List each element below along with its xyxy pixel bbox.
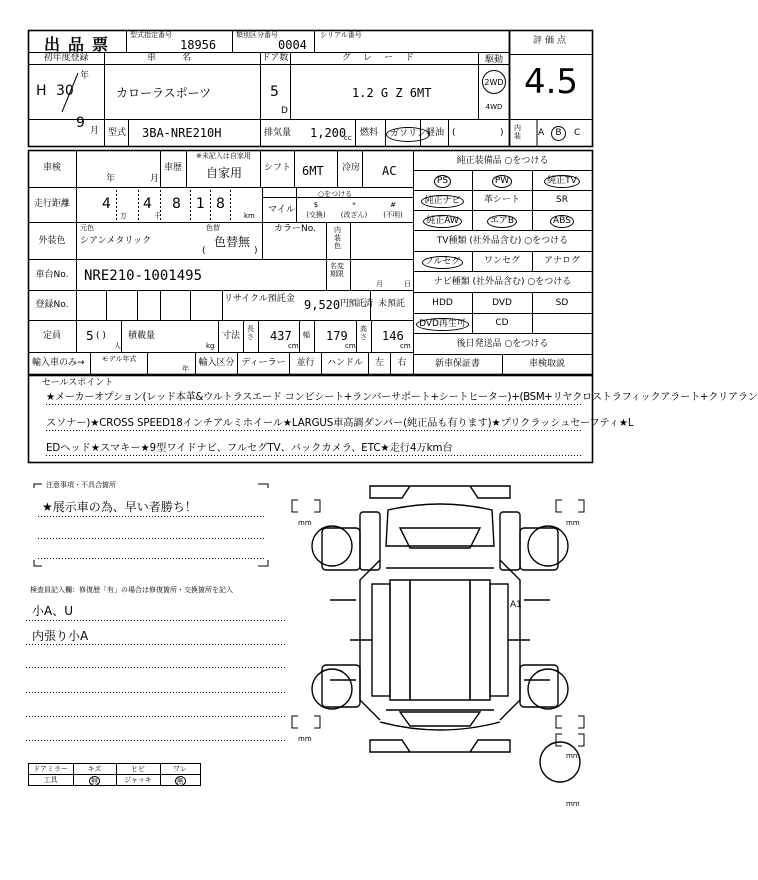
import-parallel: 並行 — [296, 358, 315, 368]
inspector-label: 検査員記入欄：修復歴「有」の場合は修復箇所・交換箇所を記入 — [30, 586, 233, 594]
color-label: 外装色 — [38, 236, 66, 246]
chassis-value: NRE210-1001495 — [84, 268, 203, 284]
color-orig-label: 元色 — [80, 224, 94, 232]
equip-airbag — [472, 215, 532, 228]
drive-2wd-circled — [482, 70, 506, 94]
ac-label: 冷房 — [342, 163, 361, 173]
shift-value: 6MT — [302, 164, 324, 178]
navi-dvd-play-label: DVD再生可 — [416, 318, 469, 331]
chassis-label: 車台No. — [35, 270, 69, 280]
legend-break: ワレ — [173, 765, 187, 773]
sales-point-label: セールスポイント — [42, 378, 114, 388]
sales-line-1: ★メーカーオプション(レッド本革&ウルトラスエード コンビシート+ランバーサポート+シートヒーター)+(BSM+リヤクロストラフィックアラート+クリアラン — [46, 392, 758, 403]
car-name-value: カローラスポーツ — [116, 86, 212, 100]
history-note: ※未記入は自家用 — [196, 152, 251, 160]
tv-type-header: TV種類 (社外品含む) ○をつける — [436, 236, 569, 246]
history-value: 自家用 — [206, 166, 243, 180]
legend-tools-value-label: 無 — [91, 777, 98, 785]
score-label: 評価点 — [532, 36, 569, 46]
notes-line-1: ★展示車の為、早い者勝ち！ — [42, 500, 197, 514]
tire-mm-spare: mm — [566, 800, 580, 808]
inspector-line-1: 小A、U — [32, 604, 73, 618]
recycle-value: 9,520 — [304, 298, 341, 312]
mileage-digit-4: 1 — [196, 196, 205, 212]
equip-pw-label: PW — [492, 175, 512, 188]
fuel-value: ガソリン — [386, 127, 430, 142]
type-code-label: 型式指定番号 — [130, 31, 172, 39]
equip-tv-label: 純正TV — [544, 175, 580, 188]
color-orig-value: シアンメタリック — [80, 236, 152, 246]
mile-unknown-sub: (不明) — [383, 211, 403, 219]
interior-c: C — [574, 128, 581, 138]
mileage-label: 走行距離 — [33, 199, 70, 209]
expiry-label: 名変期限 — [330, 262, 344, 278]
mileage-digit-1: 4 — [102, 196, 111, 212]
fuel-label: 燃料 — [360, 128, 379, 138]
equip-tv — [532, 175, 592, 188]
equip-sr: SR — [556, 195, 568, 205]
tv-oneseg: ワンセグ — [483, 256, 520, 266]
navi-dvd-play — [413, 318, 472, 331]
legend-jack-value-label: 無 — [176, 777, 184, 785]
equip-aw-label: 純正AW — [423, 215, 462, 228]
docs-header: 後日発送品 ○をつける — [456, 339, 549, 349]
width-value: 179 — [326, 329, 348, 343]
fuel-other-close: ) — [500, 128, 504, 138]
mileage-digit-2: 4 — [143, 196, 152, 212]
shaken-year-unit: 年 — [106, 174, 116, 184]
tv-fullseg — [413, 256, 472, 269]
mile-exchange: $ — [313, 201, 319, 209]
dimensions-label: 寸法 — [222, 331, 241, 341]
capacity-value: 5 — [86, 329, 94, 343]
height-label: 高さ — [360, 325, 367, 341]
tv-fullseg-label: フルセグ — [422, 256, 464, 269]
equip-navi-label: 純正ナビ — [421, 195, 463, 208]
navi-sd: SD — [555, 298, 569, 308]
month-unit: 月 — [90, 126, 100, 136]
recycle-pending: 未預託 — [378, 299, 406, 309]
length-value: 437 — [270, 329, 292, 343]
tire-mm-rl: mm — [298, 735, 312, 743]
drive-label: 駆動 — [484, 55, 503, 65]
import-type-label: 輸入区分 — [198, 358, 235, 368]
tire-mm-fr: mm — [566, 519, 580, 527]
handle-label: ハンドル — [326, 358, 363, 368]
handle-left: 左 — [374, 358, 384, 368]
interior-b: B — [551, 126, 566, 141]
doors-value: 5 — [270, 84, 279, 100]
load-label: 積載量 — [128, 331, 156, 341]
doc-warranty: 新車保証書 — [434, 359, 480, 369]
inspector-line-2: 内張り小A — [32, 629, 89, 643]
interior-color-label: 内装色 — [334, 226, 341, 250]
navi-hdd: HDD — [432, 298, 453, 308]
navi-dvd: DVD — [492, 298, 512, 308]
equip-ps — [413, 175, 472, 188]
handle-right: 右 — [397, 358, 407, 368]
color-change-label: 色替 — [206, 224, 220, 232]
length-unit: cm — [288, 342, 299, 350]
capacity-paren: ( ) — [96, 331, 106, 341]
mile-unknown: # — [390, 201, 396, 209]
import-dealer: ディーラー — [241, 358, 286, 368]
expiry-day: 日 — [404, 280, 411, 288]
drive-2wd: 2WD — [482, 70, 506, 94]
serial-label: シリアル番号 — [320, 31, 362, 39]
class-code-value: 0004 — [278, 38, 307, 52]
class-code-label: 類別区分番号 — [236, 31, 278, 39]
color-paren-open: ( — [202, 246, 206, 256]
tv-analog: アナログ — [543, 256, 580, 266]
door-type: D — [281, 106, 288, 116]
mileage-unit-km: km — [244, 212, 255, 220]
mile-exchange-sub: (交換) — [306, 211, 326, 219]
history-label: 車歴 — [163, 163, 182, 173]
legend-scratch: キズ — [87, 765, 102, 773]
mileage-digit-3: 8 — [172, 196, 181, 212]
ac-value: AC — [382, 164, 397, 178]
car-damage-diagram — [322, 486, 558, 752]
equip-abs — [532, 215, 592, 228]
displacement-label: 排気量 — [264, 128, 292, 138]
navi-type-header: ナビ種類 (社外品含む) ○をつける — [433, 277, 572, 287]
import-label: 輸入車のみ→ — [32, 358, 85, 368]
mileage-digit-5: 8 — [216, 196, 225, 212]
form-title: 出品票 — [44, 35, 117, 54]
mileage-unit-sen: 千 — [154, 212, 161, 220]
model-year-unit: 年 — [182, 365, 189, 373]
load-unit: kg — [206, 342, 215, 350]
shaken-month-unit: 月 — [150, 174, 160, 184]
sales-line-3: EDヘッド★スマキー★9型ワイドナビ、フルセグTV、バックカメラ、ETC★走行4万km台 — [46, 443, 453, 454]
year-value: 30 — [56, 83, 74, 99]
model-year-label: モデル年式 — [101, 355, 137, 363]
color-change-value: 色替無 — [214, 235, 251, 249]
model-label: 型式 — [108, 128, 127, 138]
tire-mm-rr: mm — [566, 752, 580, 760]
length-label: 長さ — [247, 325, 254, 341]
navi-cd: CD — [495, 318, 509, 328]
equip-airbag-label: エアB — [487, 215, 517, 228]
shift-label: シフト — [264, 163, 292, 173]
era-value: H — [36, 83, 47, 99]
legend-jack-value — [160, 776, 200, 786]
car-name-label: 車名 — [146, 53, 217, 63]
equip-navi — [413, 195, 472, 208]
capacity-unit: 人 — [114, 342, 121, 350]
year-unit: 年 — [80, 71, 90, 81]
color-no-label: カラーNo. — [274, 224, 316, 234]
mile-label: マイル — [268, 205, 295, 215]
legend-mirror: ドアミラー — [33, 765, 68, 773]
fuel-light-oil: 軽油 — [426, 128, 445, 138]
grade-value: 1.2 G Z 6MT — [352, 86, 432, 100]
legend-tools-value — [73, 776, 116, 786]
equip-aw — [413, 215, 472, 228]
score-value: 4.5 — [523, 62, 579, 102]
recycle-label: リサイクル預託金 — [224, 294, 295, 304]
legend-crack: ヒビ — [131, 765, 145, 773]
equip-leather: 革シート — [483, 195, 520, 205]
shaken-label: 車検 — [42, 163, 61, 173]
notes-label: 注意事項・不具合箇所 — [46, 481, 116, 489]
height-value: 146 — [382, 329, 404, 343]
expiry-month: 月 — [376, 280, 383, 288]
width-label: 幅 — [303, 331, 310, 339]
model-value: 3BA-NRE210H — [142, 126, 222, 140]
registration-label: 登録No. — [35, 300, 69, 310]
damage-mark-a1: A1 — [510, 600, 522, 610]
equip-pw — [472, 175, 532, 188]
tire-mm-fl: mm — [298, 519, 312, 527]
doors-label: ドア数 — [261, 53, 289, 63]
doc-manual: 車検取説 — [528, 359, 565, 369]
mile-tamper: * — [352, 201, 356, 209]
interior-label: 内装 — [514, 124, 521, 140]
mile-tamper-sub: (改ざん) — [340, 211, 368, 219]
grade-label: グレード — [341, 53, 426, 63]
equip-ps-label: PS — [434, 175, 451, 188]
interior-a: A — [538, 128, 545, 138]
displacement-unit: cc — [344, 134, 352, 142]
displacement-value: 1,200 — [310, 126, 347, 140]
equip-abs-label: ABS — [550, 215, 574, 228]
first-reg-label: 初年度登録 — [43, 53, 89, 63]
month-value: 9 — [76, 115, 85, 131]
sales-line-2: スソナー)★CROSS SPEED18インチアルミホイール★LARGUS車高調ダンパー(純正品も有ります)★プリクラッシュセーフティ★L — [46, 418, 634, 429]
height-unit: cm — [400, 342, 411, 350]
color-paren-close: ) — [254, 246, 258, 256]
fuel-other-open: ( — [452, 128, 456, 138]
equipment-header: 純正装備品 ○をつける — [456, 156, 549, 166]
legend-tools: 工具 — [43, 776, 58, 784]
recycle-status: 円預託済 — [340, 299, 373, 309]
capacity-label: 定員 — [42, 331, 61, 341]
mileage-unit-man: 万 — [120, 212, 127, 220]
type-code-value: 18956 — [180, 38, 217, 52]
drive-4wd: 4WD — [485, 103, 503, 111]
mileage-circle-note: ○をつける — [318, 190, 353, 198]
legend-jack: ジャッキ — [124, 776, 152, 784]
width-unit: cm — [345, 342, 356, 350]
